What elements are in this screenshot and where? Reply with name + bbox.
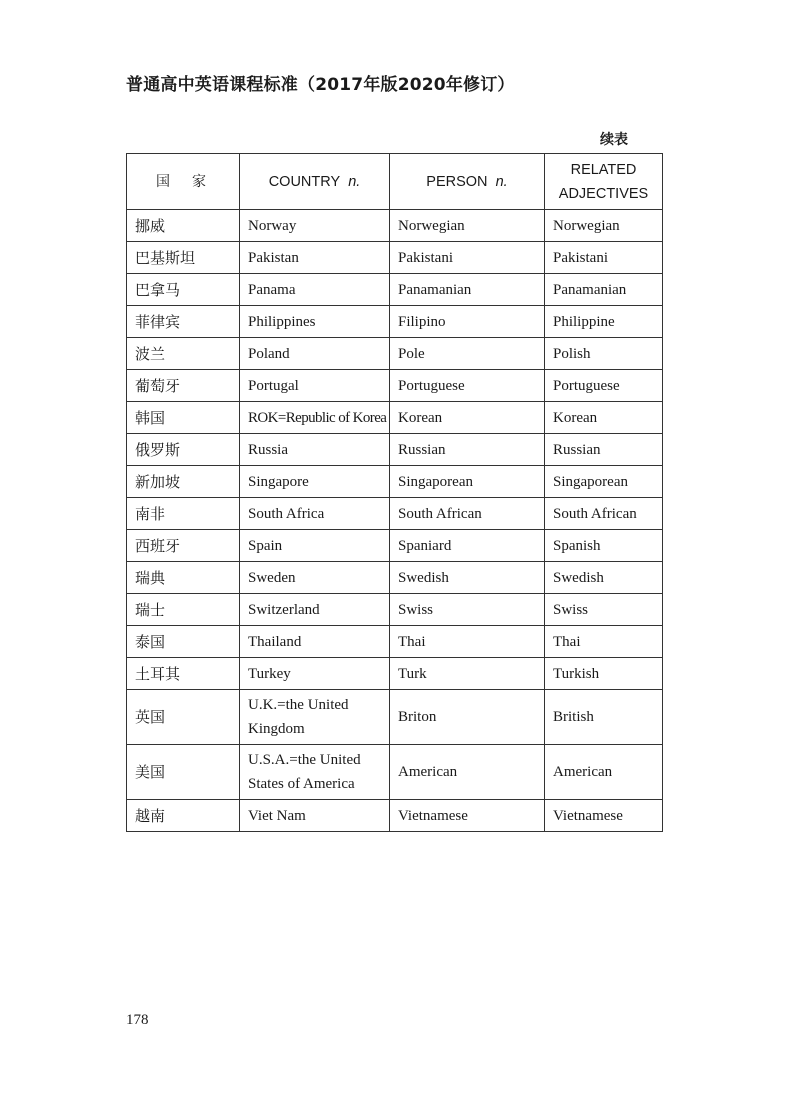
cell-country-cn: 挪威 — [127, 210, 240, 242]
cell-person: Panamanian — [390, 274, 545, 306]
table-row — [127, 242, 663, 274]
cell-adjective: Thai — [545, 626, 663, 658]
cell-country-cn: 韩国 — [127, 402, 240, 434]
table-row — [127, 306, 663, 338]
cell-person: Singaporean — [390, 466, 545, 498]
cell-person: Briton — [390, 690, 545, 745]
cell-adjective: Portuguese — [545, 370, 663, 402]
cell-adjective: Swiss — [545, 594, 663, 626]
cell-adjective: Panamanian — [545, 274, 663, 306]
header-country — [240, 154, 390, 210]
country-names-table — [126, 153, 663, 832]
cell-country-cn: 瑞士 — [127, 594, 240, 626]
cell-country-cn: 俄罗斯 — [127, 434, 240, 466]
cell-country-cn: 越南 — [127, 800, 240, 832]
cell-country: Poland — [240, 338, 390, 370]
cell-person: Thai — [390, 626, 545, 658]
cell-person: Pakistani — [390, 242, 545, 274]
table-row — [127, 498, 663, 530]
cell-country — [240, 690, 390, 745]
cell-country: Spain — [240, 530, 390, 562]
table-row — [127, 210, 663, 242]
cell-person: Korean — [390, 402, 545, 434]
table-row — [127, 658, 663, 690]
cell-person: Filipino — [390, 306, 545, 338]
cell-country: Panama — [240, 274, 390, 306]
cell-person: American — [390, 745, 545, 800]
table-row — [127, 402, 663, 434]
cell-country: Russia — [240, 434, 390, 466]
cell-country: Viet Nam — [240, 800, 390, 832]
cell-person: Spaniard — [390, 530, 545, 562]
cell-person: Portuguese — [390, 370, 545, 402]
cell-country-cn: 英国 — [127, 690, 240, 745]
cell-adjective: Norwegian — [545, 210, 663, 242]
cell-person: Pole — [390, 338, 545, 370]
cell-country-cn: 新加坡 — [127, 466, 240, 498]
cell-country: Philippines — [240, 306, 390, 338]
cell-adjective: Turkish — [545, 658, 663, 690]
cell-country: Thailand — [240, 626, 390, 658]
continued-label: 续表 — [600, 132, 628, 148]
table-row — [127, 466, 663, 498]
header-country-cn: 国家 — [127, 154, 240, 210]
table-row — [127, 690, 663, 745]
cell-country: Norway — [240, 210, 390, 242]
table-row — [127, 800, 663, 832]
cell-adjective: Korean — [545, 402, 663, 434]
cell-person: Turk — [390, 658, 545, 690]
cell-country: Sweden — [240, 562, 390, 594]
cell-country-cn: 南非 — [127, 498, 240, 530]
cell-country-cn: 波兰 — [127, 338, 240, 370]
cell-country-cn: 巴基斯坦 — [127, 242, 240, 274]
table-row — [127, 338, 663, 370]
cell-adjective: American — [545, 745, 663, 800]
cell-adjective: Philippine — [545, 306, 663, 338]
table-row — [127, 745, 663, 800]
cell-adjective: British — [545, 690, 663, 745]
cell-country: Singapore — [240, 466, 390, 498]
cell-country-cn: 菲律宾 — [127, 306, 240, 338]
cell-person: Swedish — [390, 562, 545, 594]
cell-person: Swiss — [390, 594, 545, 626]
header-adjectives-line1: RELATED — [570, 161, 637, 178]
table-row — [127, 562, 663, 594]
cell-person: South African — [390, 498, 545, 530]
cell-country: South Africa — [240, 498, 390, 530]
cell-country: Pakistan — [240, 242, 390, 274]
header-person — [390, 154, 545, 210]
cell-country-line2: Kingdom — [248, 721, 305, 737]
page-number: 178 — [126, 1012, 149, 1028]
header-person-label: PERSON — [426, 173, 488, 190]
table-row — [127, 434, 663, 466]
table-row — [127, 370, 663, 402]
cell-country-cn: 巴拿马 — [127, 274, 240, 306]
cell-adjective: Spanish — [545, 530, 663, 562]
cell-country-line2: States of America — [248, 776, 355, 792]
table-row — [127, 594, 663, 626]
cell-adjective: Russian — [545, 434, 663, 466]
cell-adjective: Vietnamese — [545, 800, 663, 832]
cell-country: Turkey — [240, 658, 390, 690]
header-country-pos: n. — [348, 173, 361, 190]
cell-country-cn: 瑞典 — [127, 562, 240, 594]
cell-country: ROK=Republic of Korea — [240, 402, 390, 434]
cell-country: Switzerland — [240, 594, 390, 626]
cell-country-line1: U.K.=the United — [248, 697, 349, 713]
table-row — [127, 274, 663, 306]
cell-adjective: Singaporean — [545, 466, 663, 498]
cell-country-cn: 葡萄牙 — [127, 370, 240, 402]
table-row — [127, 626, 663, 658]
header-adjectives — [545, 154, 663, 210]
cell-country-cn: 西班牙 — [127, 530, 240, 562]
cell-adjective: Pakistani — [545, 242, 663, 274]
header-country-label: COUNTRY — [268, 173, 341, 190]
cell-country-cn: 美国 — [127, 745, 240, 800]
table-row — [127, 530, 663, 562]
cell-adjective: Swedish — [545, 562, 663, 594]
table-header-row — [127, 154, 663, 210]
cell-person: Russian — [390, 434, 545, 466]
cell-adjective: Polish — [545, 338, 663, 370]
running-title: 普通高中英语课程标准（2017年版2020年修订） — [126, 75, 515, 95]
cell-person: Vietnamese — [390, 800, 545, 832]
cell-country-cn: 土耳其 — [127, 658, 240, 690]
cell-country-cn: 泰国 — [127, 626, 240, 658]
cell-country — [240, 745, 390, 800]
cell-adjective: South African — [545, 498, 663, 530]
header-person-pos: n. — [495, 173, 508, 190]
cell-country-line1: U.S.A.=the United — [248, 752, 361, 768]
cell-country: Portugal — [240, 370, 390, 402]
header-adjectives-line2: ADJECTIVES — [558, 185, 649, 202]
cell-person: Norwegian — [390, 210, 545, 242]
